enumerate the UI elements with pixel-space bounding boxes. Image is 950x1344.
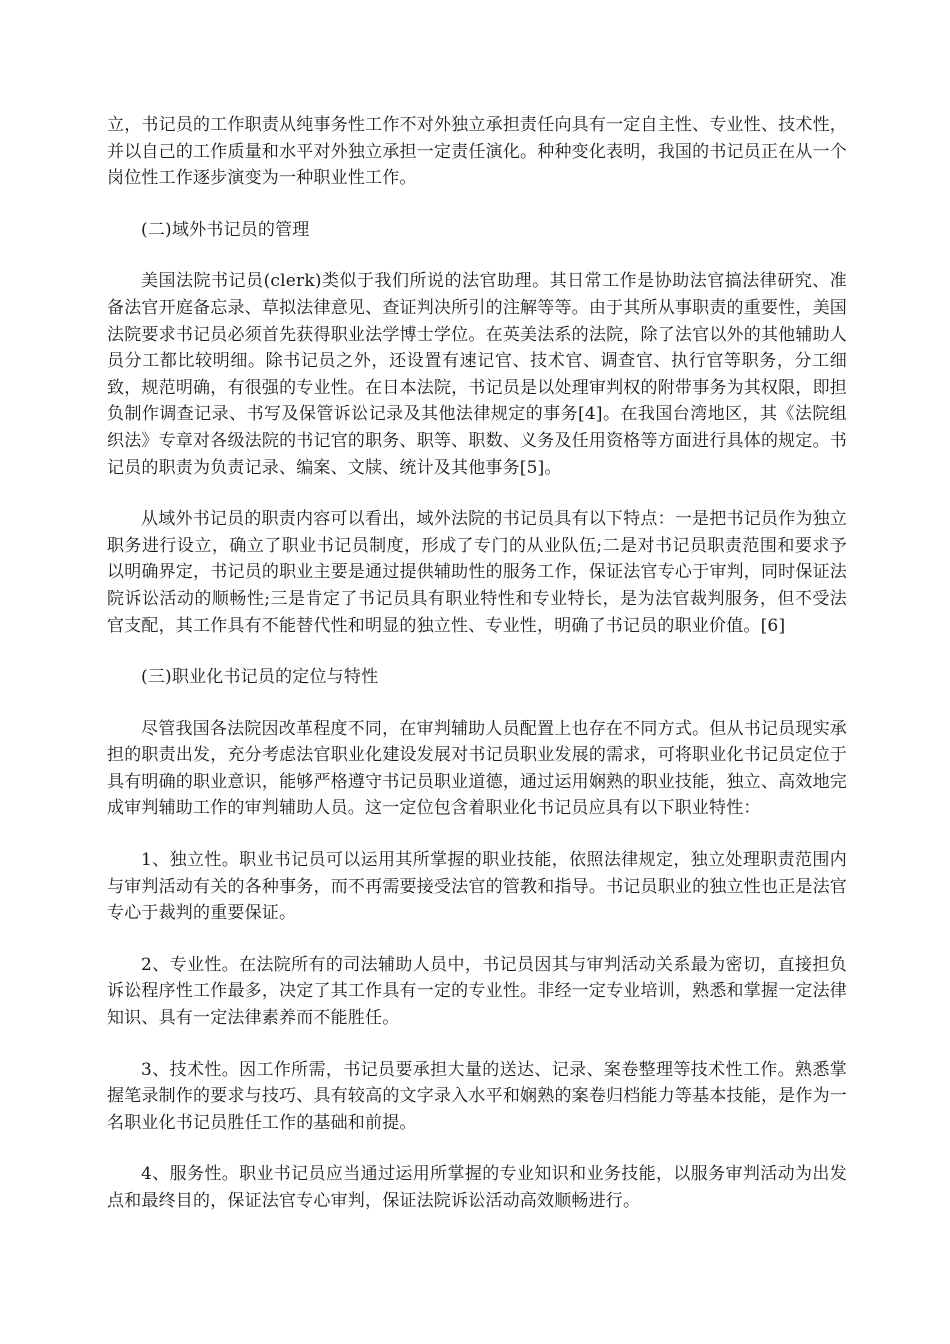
paragraph-continuation: 立，书记员的工作职责从纯事务性工作不对外独立承担责任向具有一定自主性、专业性、技术性，并以自己的工作质量和水平对外独立承担一定责任演化。种种变化表明，我国的书记员正在从一个岗位性工作逐步演变为一种职业性工作。 bbox=[107, 115, 847, 189]
document-body bbox=[107, 112, 847, 1240]
paragraph-foreign-features: 从域外书记员的职责内容可以看出，域外法院的书记员具有以下特点：一是把书记员作为独立职务进行设立，确立了职业书记员制度，形成了专门的从业队伍;二是对书记员职责范围和要求予以明确界定，书记员的职业主要是通过提供辅助性的服务工作，保证法官专心于审判，同时保证法院诉讼活动的顺畅性;三是肯定了书记员具有职业特性和专业特长，是为法官裁判服务，但不受法官支配，其工作具有不能替代性和明显的独立性、专业性，明确了书记员的职业价值。[6] bbox=[107, 509, 847, 636]
paragraph-positioning: 尽管我国各法院因改革程度不同，在审判辅助人员配置上也存在不同方式。但从书记员现实承担的职责出发，充分考虑法官职业化建设发展对书记员职业发展的需求，可将职业化书记员定位于具有明确的职业意识，能够严格遵守书记员职业道德，通过运用娴熟的职业技能，独立、高效地完成审判辅助工作的审判辅助人员。这一定位包含着职业化书记员应具有以下职业特性： bbox=[107, 718, 847, 819]
paragraph-technicality: 3、技术性。因工作所需，书记员要承担大量的送达、记录、案卷整理等技术性工作。熟悉掌握笔录制作的要求与技巧、具有较高的文字录入水平和娴熟的案卷归档能力等基本技能，是作为一名职业化书记员胜任工作的基础和前提。 bbox=[107, 1059, 847, 1133]
section-heading-foreign-clerks: (二)域外书记员的管理 bbox=[141, 219, 310, 240]
paragraph-service: 4、服务性。职业书记员应当通过运用所掌握的专业知识和业务技能，以服务审判活动为出发点和最终目的，保证法官专心审判，保证法院诉讼活动高效顺畅进行。 bbox=[107, 1164, 847, 1211]
paragraph-professionalism: 2、专业性。在法院所有的司法辅助人员中，书记员因其与审判活动关系最为密切，直接担负诉讼程序性工作最多，决定了其工作具有一定的专业性。非经一定专业培训，熟悉和掌握一定法律知识、具有一定法律素养而不能胜任。 bbox=[107, 954, 847, 1029]
paragraph-independence: 1、独立性。职业书记员可以运用其所掌握的职业技能，依照法律规定，独立处理职责范围内与审判活动有关的各种事务，而不再需要接受法官的管教和指导。书记员职业的独立性也正是法官专心于裁判的重要保证。 bbox=[107, 850, 847, 924]
section-heading-professional-clerks: (三)职业化书记员的定位与特性 bbox=[141, 667, 379, 688]
paragraph-us-court-clerks: 美国法院书记员(clerk)类似于我们所说的法官助理。其日常工作是协助法官搞法律研究、准备法官开庭备忘录、草拟法律意见、查证判决所引的注解等等。由于其所从事职责的重要性，美国法院要求书记员必须首先获得职业法学博士学位。在英美法系的法院，除了法官以外的其他辅助人员分工都比较明细。除书记员之外，还设置有速记官、技术官、调查官、执行官等职务，分工细致，规范明确，有很强的专业性。在日本法院，书记员是以处理审判权的附带事务为其权限，即担负制作调查记录、书写及保管诉讼记录及其他法律规定的事务[4]。在我国台湾地区，其《法院组织法》专章对各级法院的书记官的职务、职等、职数、义务及任用资格等方面进行具体的规定。书记员的职责为负责记录、编案、文牍、统计及其他事务[5]。 bbox=[107, 271, 847, 478]
